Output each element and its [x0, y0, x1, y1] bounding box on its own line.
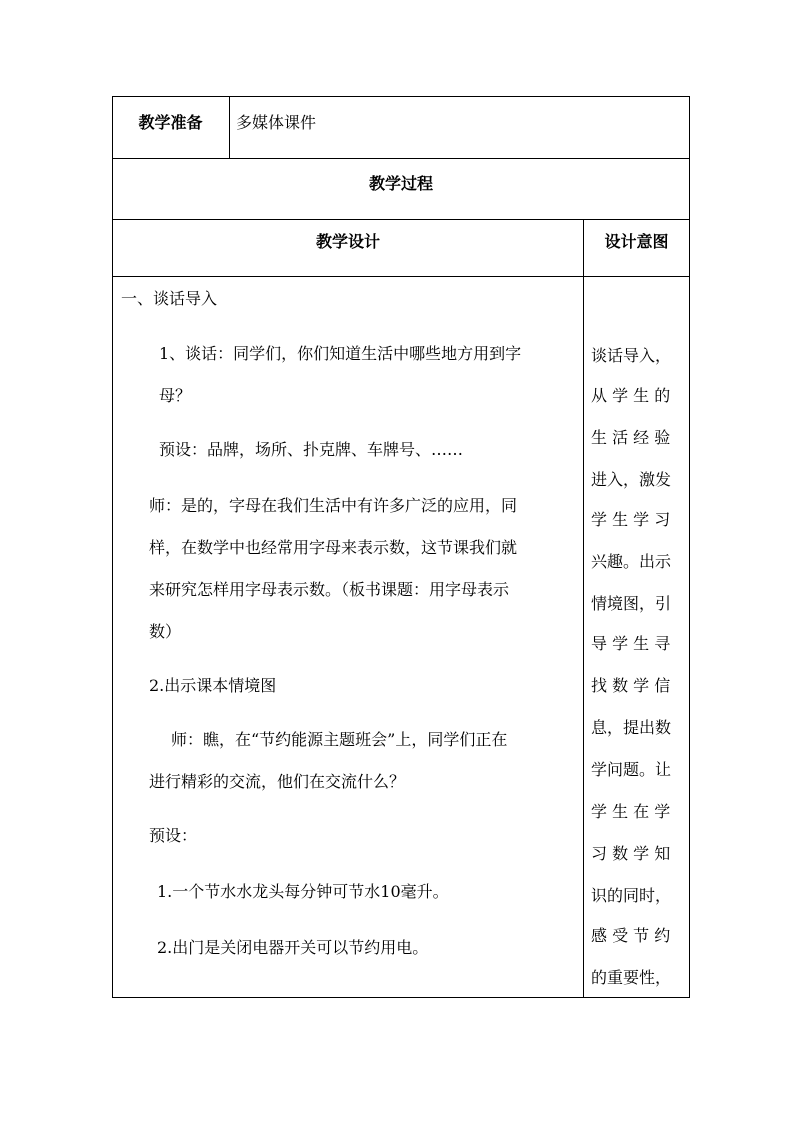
paragraph-line: 师：是的，字母在我们生活中有许多广泛的应用，同	[149, 496, 518, 515]
process-title: 教学过程	[368, 174, 433, 193]
intent-line: 生 活 经 验	[591, 428, 671, 447]
paragraph-line: 数）	[149, 622, 182, 641]
prep-label: 教学准备	[138, 113, 203, 132]
paragraph-line: 1、谈话：同学们，你们知道生活中哪些地方用到字	[159, 344, 522, 363]
intent-line: 息，提出数	[591, 718, 672, 737]
row-divider-3	[113, 276, 689, 277]
paragraph-line: 来研究怎样用字母表示数。（板书课题：用字母表示	[149, 580, 510, 599]
design-column-header: 教学设计	[315, 232, 380, 251]
paragraph-line: 母？	[159, 386, 192, 405]
col-divider-prep	[229, 97, 230, 158]
intent-line: 习 数 学 知	[591, 844, 671, 863]
section-heading: 一、谈话导入	[121, 289, 218, 308]
intent-line: 谈话导入，	[591, 346, 672, 365]
intent-line: 学 生 在 学	[591, 802, 671, 821]
intent-line: 感 受 节 约	[591, 926, 671, 945]
prep-value: 多媒体课件	[236, 113, 317, 132]
intent-line: 学 生 学 习	[591, 510, 671, 529]
paragraph-line: 师：瞧，在“节约能源主题班会”上，同学们正在	[171, 730, 508, 749]
intent-line: 情境图，引	[591, 594, 672, 613]
intent-line: 导 学 生 寻	[591, 634, 671, 653]
intent-line: 的重要性，	[591, 968, 672, 987]
intent-line: 兴趣。出示	[591, 552, 672, 571]
paragraph-line: 2.出示课本情境图	[149, 676, 277, 695]
intent-line: 进入，激发	[591, 470, 672, 489]
intent-line: 学问题。让	[591, 760, 672, 779]
paragraph-line: 预设：品牌，场所、扑克牌、车牌号、……	[159, 440, 464, 459]
intent-line: 从 学 生 的	[591, 386, 671, 405]
paragraph-line: 预设：	[149, 826, 198, 845]
paragraph-line: 1.一个节水水龙头每分钟可节水10毫升。	[157, 882, 449, 901]
intent-line: 识的同时，	[591, 886, 672, 905]
paragraph-line: 样，在数学中也经常用字母来表示数，这节课我们就	[149, 538, 518, 557]
row-divider-2	[113, 219, 689, 220]
row-divider-1	[113, 158, 689, 159]
paragraph-line: 2.出门是关闭电器开关可以节约用电。	[157, 938, 429, 957]
intent-column-header: 设计意图	[604, 232, 669, 251]
col-divider-intent	[583, 219, 584, 997]
paragraph-line: 进行精彩的交流，他们在交流什么？	[149, 772, 406, 791]
intent-line: 找 数 学 信	[591, 676, 671, 695]
